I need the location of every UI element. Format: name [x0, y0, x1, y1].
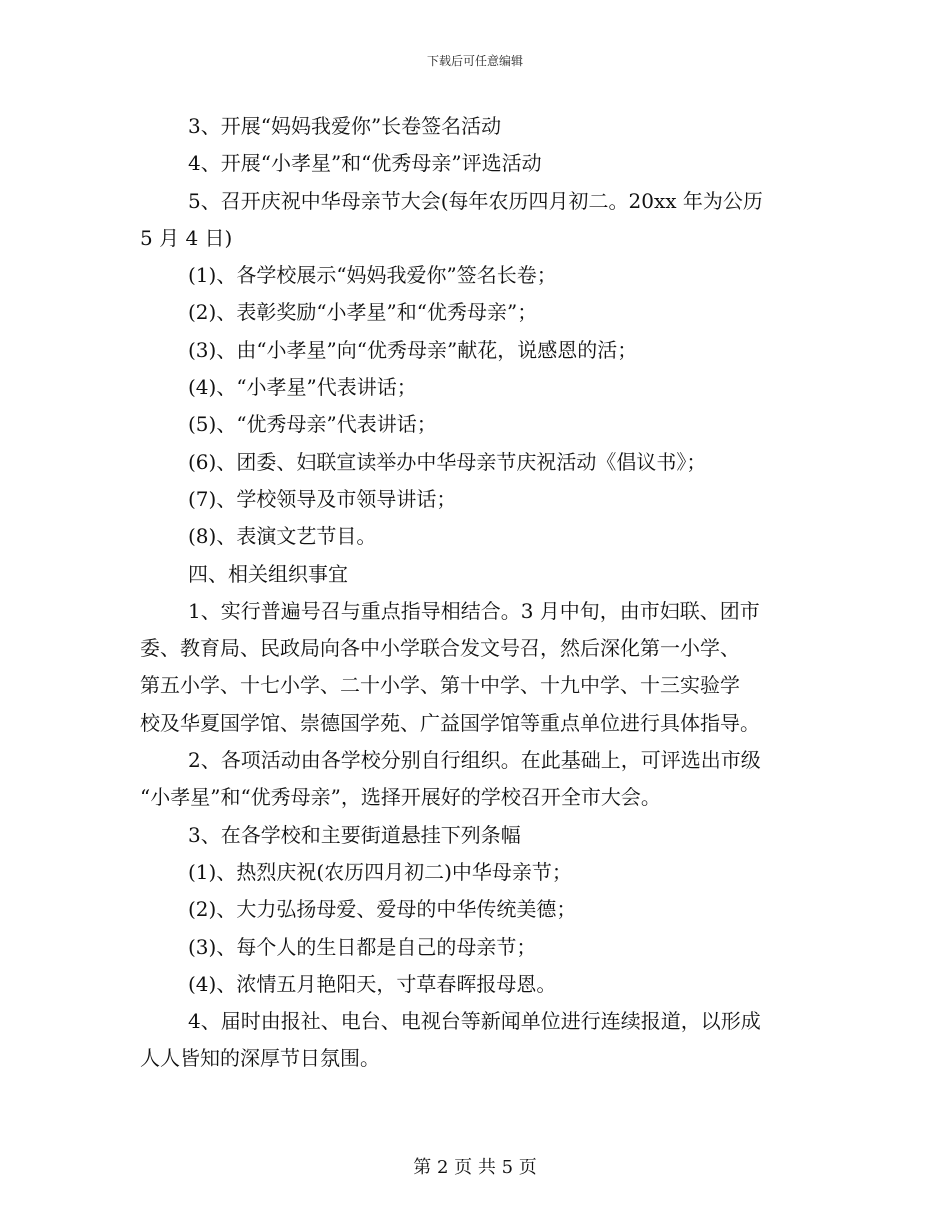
text-line: (6)、团委、妇联宣读举办中华母亲节庆祝活动《倡议书》； [188, 449, 707, 474]
text-line: 人人皆知的深厚节日氛围。 [140, 1046, 380, 1071]
text-line: (8)、表演文艺节目。 [188, 524, 377, 549]
text-line: 5、召开庆祝中华母亲节大会(每年农历四月初二。20xx 年为公历 [188, 188, 763, 213]
text-line: (3)、每个人的生日都是自己的母亲节； [188, 934, 537, 959]
text-line: (7)、学校领导及市领导讲话； [188, 486, 457, 511]
text-line: (4)、“小孝星”代表讲话； [188, 375, 417, 400]
text-line: 4、开展“小孝星”和“优秀母亲”评选活动 [188, 151, 542, 176]
text-line: (2)、大力弘扬母爱、爱母的中华传统美德； [188, 897, 577, 922]
text-line: (2)、表彰奖励“小孝星”和“优秀母亲”； [188, 300, 538, 325]
text-line: 3、在各学校和主要街道悬挂下列条幅 [188, 822, 521, 847]
text-line: 3、开展“妈妈我爱你”长卷签名活动 [188, 114, 502, 138]
text-line: (1)、各学校展示“妈妈我爱你”签名长卷； [188, 263, 557, 288]
text-line: (4)、浓情五月艳阳天，寸草春晖报母恩。 [188, 971, 557, 996]
text-line: (3)、由“小孝星”向“优秀母亲”献花，说感恩的活； [188, 337, 638, 362]
document-body [140, 108, 810, 1078]
text-line: 第五小学、十七小学、二十小学、第十中学、十九中学、十三实验学 [140, 673, 740, 698]
text-line: 4、届时由报社、电台、电视台等新闻单位进行连续报道，以形成 [188, 1009, 761, 1034]
text-line: (5)、“优秀母亲”代表讲话； [188, 412, 437, 437]
text-line: (1)、热烈庆祝(农历四月初二)中华母亲节； [188, 859, 572, 884]
text-line: 2、各项活动由各学校分别自行组织。在此基础上，可评选出市级 [188, 748, 761, 773]
page-number: 第 2 页 共 5 页 [413, 1157, 537, 1178]
text-line: “小孝星”和“优秀母亲”，选择开展好的学校召开全市大会。 [140, 785, 661, 810]
text-line: 校及华夏国学馆、崇德国学苑、广益国学馆等重点单位进行具体指导。 [140, 710, 760, 735]
page-header: 下载后可任意编辑 [426, 54, 523, 68]
text-line: 四、相关组织事宜 [188, 561, 348, 586]
text-line: 5 月 4 日) [140, 225, 233, 250]
text-line: 委、教育局、民政局向各中小学联合发文号召，然后深化第一小学、 [140, 636, 740, 661]
text-line: 1、实行普遍号召与重点指导相结合。3 月中旬，由市妇联、团市 [188, 598, 760, 623]
